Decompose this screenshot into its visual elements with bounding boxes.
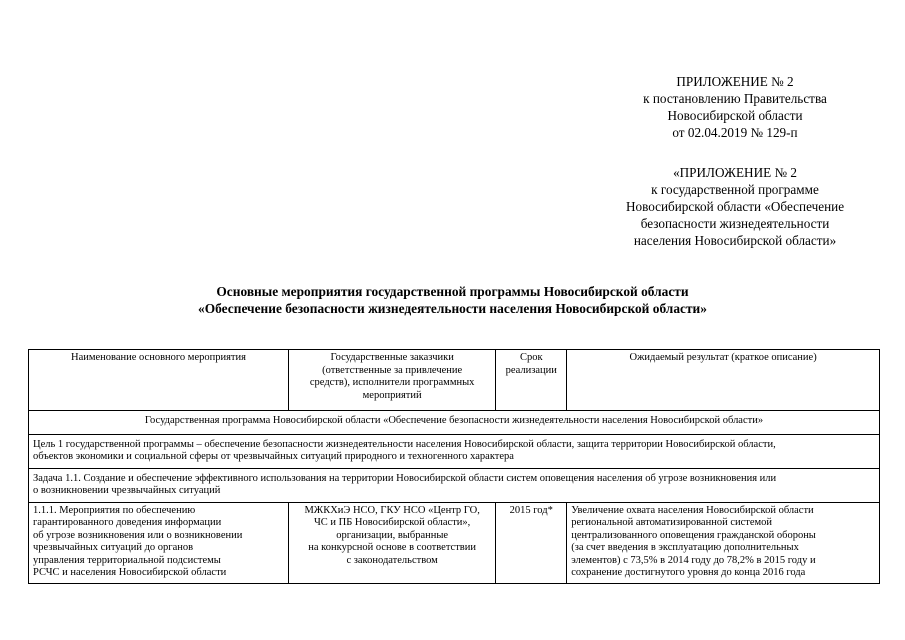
customers-text: на конкурсной основе в соответствии <box>308 542 476 553</box>
table-row <box>29 502 880 583</box>
task-row <box>29 468 880 502</box>
measure-name-text: 1.1.1. Мероприятия по обеспечению <box>33 504 196 516</box>
document-title-line-1: Основные мероприятия государственной программы Новосибирской области <box>216 284 689 299</box>
header-measure-name <box>29 350 289 411</box>
appendix-line: Новосибирской области «Обеспечение <box>625 199 845 214</box>
appendix-line: ПРИЛОЖЕНИЕ № 2 <box>676 74 794 89</box>
document-title <box>0 283 905 317</box>
header-text: Ожидаемый результат (краткое описание) <box>629 352 817 363</box>
header-text: мероприятий <box>362 389 422 401</box>
measures-table <box>28 349 880 584</box>
result-text: сохранение достигнутого уровня до конца 2016 года <box>571 567 806 578</box>
appendix-original-program <box>560 164 905 249</box>
goal-text: Цель 1 государственной программы – обеспечение безопасности жизнедеятельности населения Новосибирской области, защита территории Новосибирской области, <box>33 438 776 450</box>
appendix-line: от 02.04.2019 № 129-п <box>672 125 798 140</box>
measure-name-text: управления территориальной подсистемы <box>33 554 221 566</box>
result-cell <box>567 502 880 583</box>
header-term <box>496 350 567 411</box>
appendix-line: к государственной программе <box>651 182 819 197</box>
customers-text: с законодательством <box>346 554 438 566</box>
document-title-line-2: «Обеспечение безопасности жизнедеятельности населения Новосибирской области» <box>198 301 707 316</box>
result-text: централизованного оповещения гражданской обороны <box>571 529 816 541</box>
result-text: региональной автоматизированной системой <box>571 517 773 528</box>
measure-name-text: об угрозе возникновения или о возникновении <box>33 529 243 541</box>
header-expected-result <box>567 350 880 411</box>
goal-text: объектов экономики и социальной сферы от чрезвычайных ситуаций природного и техногенного характера <box>33 451 514 462</box>
header-text: Государственные заказчики <box>330 352 454 363</box>
header-text: Наименование основного мероприятия <box>70 352 246 363</box>
appendix-line: безопасности жизнедеятельности <box>640 216 830 231</box>
table-header-row <box>29 350 880 411</box>
measure-name-text: гарантированного доведения информации <box>33 517 222 528</box>
task-cell <box>29 468 880 502</box>
measure-name-cell <box>29 502 289 583</box>
program-row <box>29 411 880 435</box>
appendix-line: «ПРИЛОЖЕНИЕ № 2 <box>673 165 797 180</box>
result-text: Увеличение охвата населения Новосибирской области <box>571 504 814 516</box>
appendix-line: населения Новосибирской области» <box>633 233 837 248</box>
header-customers <box>288 350 495 411</box>
result-text: элементов) с 73,5% в 2014 году до 78,2% в 2015 году и <box>571 554 816 566</box>
header-text: реализации <box>505 364 557 376</box>
appendix-current-resolution <box>560 73 905 141</box>
appendix-line: к постановлению Правительства <box>643 91 827 106</box>
task-text: Задача 1.1. Создание и обеспечение эффективного использования на территории Новосибирской области систем оповещения населения об угрозе возникновения или <box>33 472 777 484</box>
customers-text: организации, выбранные <box>336 529 449 541</box>
customers-text: МЖКХиЭ НСО, ГКУ НСО «Центр ГО, <box>304 504 480 516</box>
header-text: средств), исполнители программных <box>309 377 475 388</box>
appendix-line: Новосибирской области <box>667 108 803 123</box>
customers-cell <box>288 502 495 583</box>
task-text: о возникновении чрезвычайных ситуаций <box>33 485 221 496</box>
program-cell: Государственная программа Новосибирской области «Обеспечение безопасности жизнедеятельности населения Новосибирской области» <box>29 411 880 435</box>
result-text: (за счет введения в эксплуатацию дополнительных <box>571 542 799 553</box>
measure-name-text: чрезвычайных ситуаций до органов <box>33 542 194 553</box>
customers-text: ЧС и ПБ Новосибирской области», <box>313 517 471 528</box>
measure-name-text: РСЧС и населения Новосибирской области <box>33 567 227 578</box>
goal-cell <box>29 434 880 468</box>
header-text: (ответственные за привлечение <box>322 364 463 376</box>
goal-row <box>29 434 880 468</box>
term-cell: 2015 год* <box>496 502 567 583</box>
header-text: Срок <box>519 352 543 363</box>
